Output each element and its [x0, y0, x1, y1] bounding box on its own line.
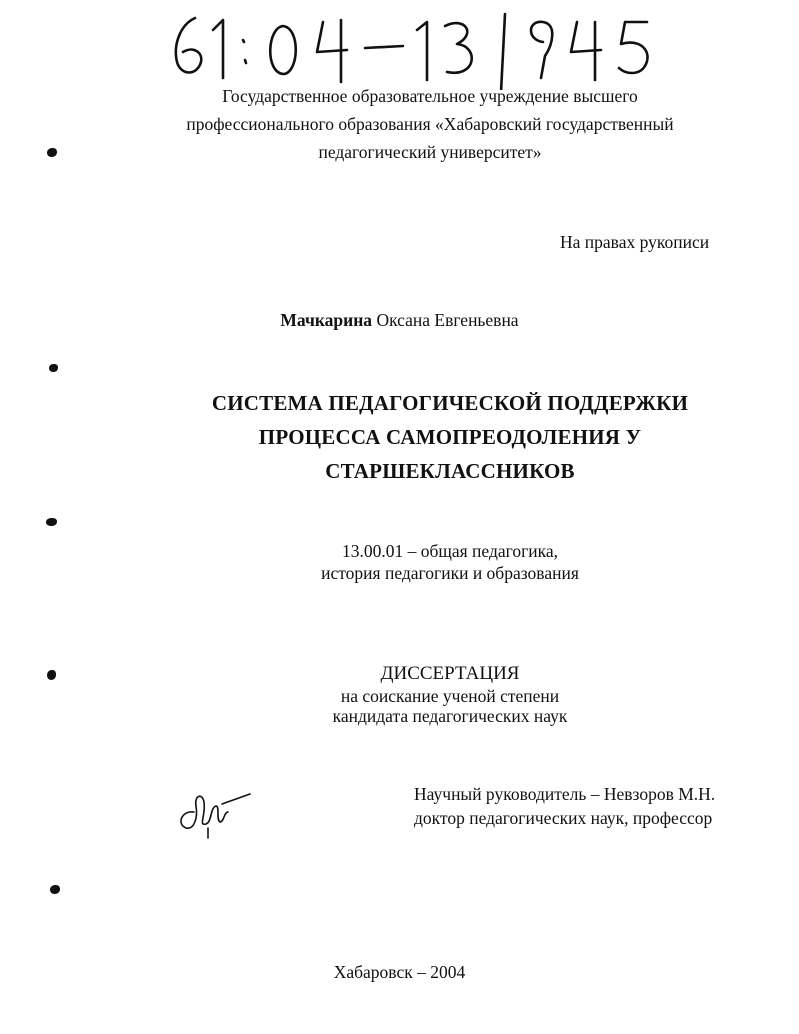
specialty-line: история педагогики и образования	[321, 563, 579, 583]
author	[0, 310, 799, 331]
handwritten-number-drawing	[165, 0, 665, 90]
author-surname: Мачкарина	[280, 310, 373, 330]
margin-mark	[47, 148, 57, 157]
institution-line: педагогический университет»	[318, 142, 542, 162]
institution-line: Государственное образовательное учреждение высшего	[222, 86, 638, 106]
institution-line: профессионального образования «Хабаровский государственный	[186, 114, 674, 134]
dissertation-line: кандидата педагогических наук	[332, 706, 568, 726]
author-given-names: Оксана Евгеньевна	[376, 310, 519, 330]
dissertation-block	[250, 662, 650, 726]
archive-number-handwritten	[165, 0, 665, 90]
margin-mark	[50, 885, 60, 894]
title-line: СТАРШЕКЛАССНИКОВ	[325, 459, 575, 483]
rights-note: На правах рукописи	[560, 232, 710, 252]
margin-mark	[46, 518, 57, 526]
title-line: ПРОЦЕССА САМОПРЕОДОЛЕНИЯ У	[258, 425, 642, 449]
dissertation-title	[200, 386, 700, 488]
dissertation-line: на соискание ученой степени	[340, 686, 560, 706]
institution-block	[150, 82, 710, 166]
margin-mark	[47, 670, 56, 680]
specialty-line: 13.00.01 – общая педагогика,	[341, 541, 559, 561]
signature-drawing	[172, 782, 262, 842]
supervisor-line: доктор педагогических наук, профессор	[414, 808, 713, 828]
city-year: Хабаровск – 2004	[333, 962, 466, 982]
specialty-block	[250, 540, 650, 584]
supervisor-block	[414, 782, 715, 830]
dissertation-heading: ДИССЕРТАЦИЯ	[380, 663, 520, 684]
margin-mark	[49, 364, 58, 372]
title-line: СИСТЕМА ПЕДАГОГИЧЕСКОЙ ПОДДЕРЖКИ	[211, 391, 689, 415]
supervisor-line: Научный руководитель – Невзоров М.Н.	[414, 784, 716, 804]
signature	[172, 782, 262, 847]
